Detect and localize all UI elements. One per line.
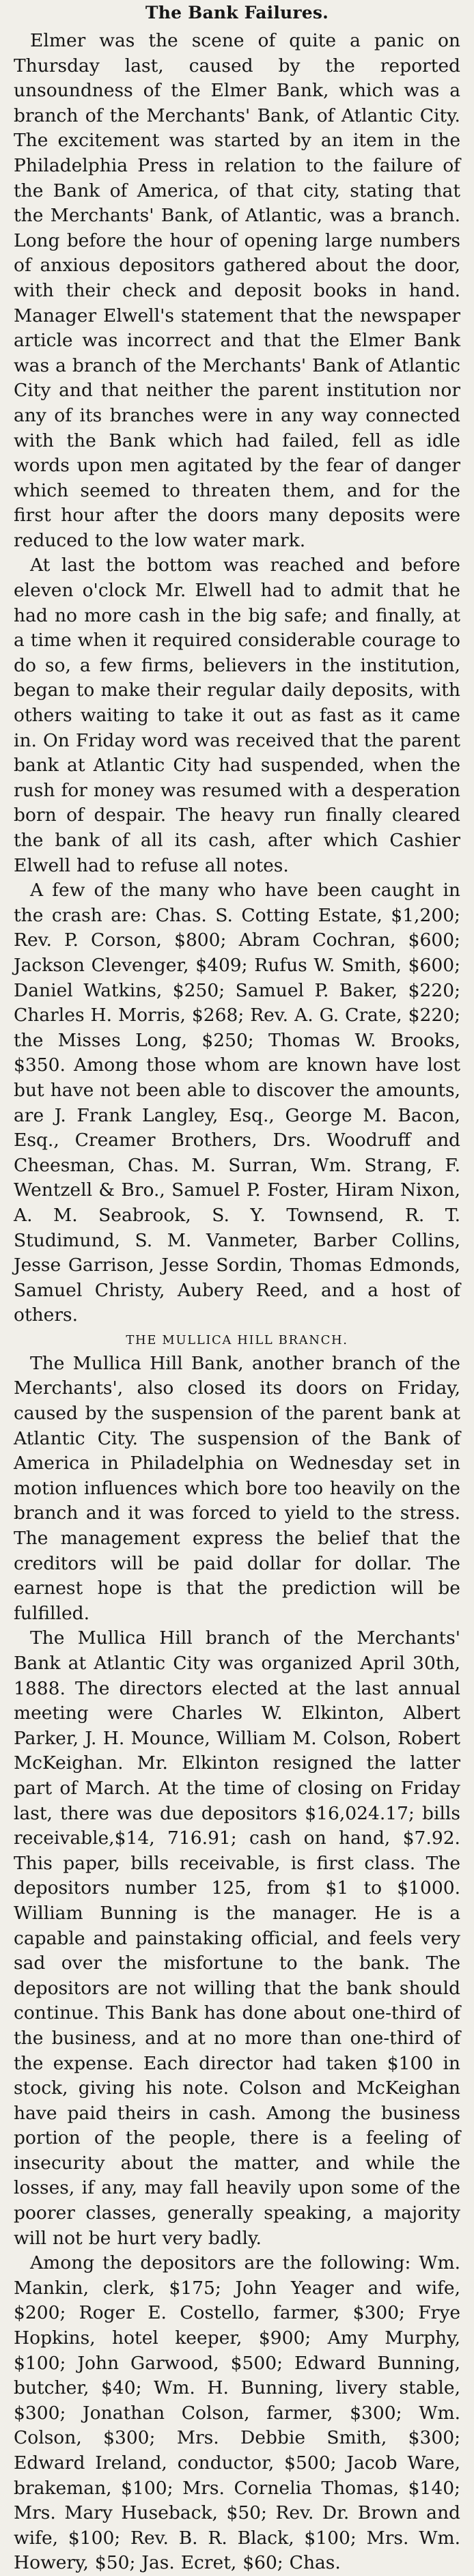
section-paragraph-closure: The Mullica Hill Bank, another branch of the Merchants', also closed its doors on Friday, caused by the suspension of the parent bank at Atlantic City. The suspension of the Bank of America in Philadelphia on Wednesday set in motion influences which bore too heavily on the branch and it was forced to yield to the stress. The management express the belief that the creditors will be paid dollar for dollar. The earnest hope is that the prediction will be fulfilled. bbox=[14, 1352, 460, 1624]
section-heading: THE MULLICA HILL BRANCH. bbox=[126, 1332, 348, 1347]
article-paragraph-losers: A few of the many who have been caught in the crash are: Chas. S. Cotting Estate, $1,200; Rev. P. Corson, $800; Abram Cochran, $600; Jackson Clevenger, $409; Rufus W. Smith, $600; Daniel Watkins, $250; Samuel P. Baker, $220; Charles H. Morris, $268; Rev. A. G. Crate, $220; the Misses Long, $250; Thomas W. Brooks, $350. Among those whom are known have lost but have not been able to discover the amounts, are J. Frank Langley, Esq., George M. Bacon, Esq., Creamer Brothers, Drs. Woodruff and Cheesman, Chas. M. Surran, Wm. Strang, F. Wentzell & Bro., Samuel P. Foster, Hiram Nixon, A. M. Seabrook, S. Y. Townsend, R. T. Studimund, S. M. Vanmeter, Barber Collins, Jesse Garrison, Jesse Sordin, Thomas Edmonds, Samuel Christy, Aubery Reed, and a host of others. bbox=[14, 880, 460, 1326]
article-paragraph-bottom-reached: At last the bottom was reached and before eleven o'clock Mr. Elwell had to admit that he had no more cash in the big safe; and finally, at a time when it required considerable courage to do so, a few firms, believers in the institution, began to make their regular daily deposits, with others waiting to take it out as fast as it came in. On Friday word was received that the parent bank at Atlantic City had suspended, when the rush for money was resumed with a desperation born of despair. The heavy run finally cleared the bank of all its cash, after which Cashier Elwell had to refuse all notes. bbox=[14, 555, 460, 876]
section-paragraph-organization: The Mullica Hill branch of the Merchants' Bank at Atlantic City was organized April 30th, 1888. The directors elected at the last annual meeting were Charles W. Elkinton, Albert Parker, J. H. Mounce, William M. Colson, Robert McKeighan. Mr. Elkinton resigned the latter part of March. At the time of closing on Friday last, there was due depositors $16,024.17; bills receivable,$14, 716.91; cash on hand, $7.92. This paper, bills receivable, is first class. The depositors number 125, from $1 to $1000. William Bunning is the manager. He is a capable and painstaking official, and feels very sad over the misfortune to the bank. The depositors are not willing that the bank should continue. This Bank has done about one-third of the business, and at no more than one-third of the expense. Each director had taken $100 in stock, giving his note. Colson and McKeighan have paid theirs in cash. Among the business portion of the people, there is a feeling of insecurity about the matter, and while the losses, if any, may fall heavily upon some of the poorer classes, generally speaking, a majority will not be hurt very badly. bbox=[14, 1627, 460, 2249]
article-headline: The Bank Failures. bbox=[145, 3, 329, 23]
section-paragraph-depositors: Among the depositors are the following: Wm. Mankin, clerk, $175; John Yeager and wife, $200; Roger E. Costello, farmer, $300; Frye Hopkins, hotel keeper, $900; Amy Murphy, $100; John Garwood, $500; Edward Bunning, butcher, $40; Wm. H. Bunning, livery stable, $300; Jonathan Colson, farmer, $300; Wm. Colson, $300; Mrs. Debbie Smith, $300; Edward Ireland, conductor, $500; Jacob Ware, brakeman, $100; Mrs. Cornelia Thomas, $140; Mrs. Mary Huseback, $50; Rev. Dr. Brown and wife, $100; Rev. B. R. Black, $100; Mrs. Wm. Howery, $50; Jas. Ecret, $60; Chas. bbox=[14, 2252, 460, 2574]
article-paragraph-panic: Elmer was the scene of quite a panic on Thursday last, caused by the reported unsoundness of the Elmer Bank, which was a branch of the Merchants' Bank, of Atlantic City. The excitement was started by an item in the Philadelphia Press in relation to the failure of the Bank of America, of that city, stating that the Merchants' Bank, of Atlantic, was a branch. Long before the hour of opening large numbers of anxious depositors gathered about the door, with their check and deposit books in hand. Manager Elwell's statement that the newspaper article was incorrect and that the Elmer Bank was a branch of the Merchants' Bank of Atlantic City and that neither the parent institution nor any of its branches were in any way connected with the Bank which had failed, fell as idle words upon men agitated by the fear of danger which seemed to threaten them, and for the first hour after the doors many deposits were reduced to the low water mark. bbox=[14, 30, 460, 551]
